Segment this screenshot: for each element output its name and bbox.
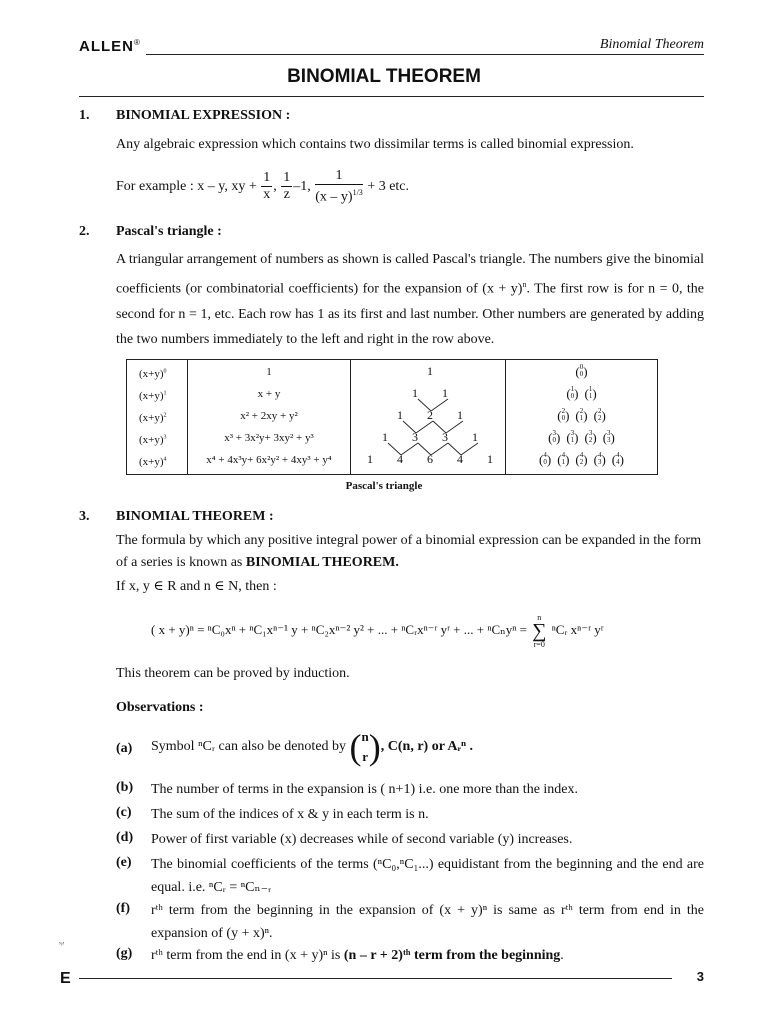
triangle-number: 1 [427, 364, 433, 378]
theorem-condition: If x, y ∈ R and n ∈ N, then : [116, 579, 277, 594]
title-rule [79, 96, 704, 97]
binomial-coefficient: ( 3 3 ) [602, 429, 615, 445]
observation-label: (f) [116, 901, 130, 916]
observation-label: (c) [116, 805, 132, 820]
triangle-number: 1 [382, 430, 388, 444]
section-1-number: 1. [79, 108, 90, 123]
triangle-number: 1 [457, 408, 463, 422]
page-title: BINOMIAL THEOREM [287, 66, 481, 87]
binomial-notation: ( n r ) [349, 727, 381, 767]
binomial-coefficient: ( 2 0 ) [557, 407, 570, 423]
observations-heading: Observations : [116, 700, 204, 715]
footer-rule [79, 978, 672, 979]
fraction-1-over-x: $\frac{1}{x}$ [263, 170, 271, 203]
triangle-number: 3 [412, 430, 418, 444]
binomial-coefficient: ( 4 4 ) [611, 451, 624, 467]
binomial-coefficient: ( 3 0 ) [548, 429, 561, 445]
section-1-text: Any algebraic expression which contains two dissimilar terms is called binomial expression. [116, 137, 634, 152]
fraction-1-over-cuberoot: $\frac{1}{(x - y)^{1/3}}$ [315, 168, 363, 205]
page-number: 3 [696, 969, 704, 984]
power-label: $(x+y)^1$ [139, 390, 167, 402]
summation: n ∑ r=0 [532, 613, 547, 649]
observation-label: (b) [116, 780, 134, 795]
binomial-coefficient: ( 3 1 ) [566, 429, 579, 445]
power-label: $(x+y)^0$ [139, 368, 167, 380]
triangle-number: 3 [442, 430, 448, 444]
running-header: Binomial Theorem [599, 37, 704, 52]
binomial-coefficient: ( 4 0 ) [539, 451, 552, 467]
binomial-coefficient: ( 1 0 ) [566, 385, 579, 401]
observation-label: (e) [116, 855, 132, 870]
expansion-row: 1 [266, 366, 272, 378]
triangle-number: 6 [427, 452, 433, 466]
observation-text: The binomial coefficients of the terms (ⁿC₀,ⁿC₁...) equidistant from the beginning and the end are equal. i.e. ⁿCᵣ = ⁿCₙ₋ᵣ [151, 857, 704, 895]
table-caption: Pascal's triangle [345, 480, 423, 492]
header-rule [146, 54, 704, 55]
power-label: $(x+y)^4$ [139, 456, 167, 468]
binomial-coefficient: ( 4 3 ) [593, 451, 606, 467]
binomial-row [506, 408, 657, 422]
triangle-number: 4 [397, 452, 403, 466]
observation-label: (a) [116, 741, 133, 756]
triangle-number: 1 [412, 386, 418, 400]
triangle-number: 1 [472, 430, 478, 444]
binomial-examples: For example : x – y, xy + $\frac{1}{x}$ , $\frac{1}{z}$ –1, $\frac{1}{(x - y)^{1/3}}$ + 3 etc. [116, 168, 410, 205]
binomial-coefficient: ( 4 1 ) [557, 451, 570, 467]
binomial-row [506, 430, 657, 444]
expansion-row: x + y [257, 388, 281, 400]
induction-note: This theorem can be proved by induction. [116, 666, 350, 681]
binomial-coefficient: ( 4 2 ) [575, 451, 588, 467]
expansion-row: x³ + 3x²y+ 3xy² + y³ [224, 432, 314, 444]
triangle-number: 1 [487, 452, 493, 466]
binomial-coefficient: ( 1 1 ) [584, 385, 597, 401]
binomial-coefficient: ( 2 1 ) [575, 407, 588, 423]
binomial-coefficient: ( 3 2 ) [584, 429, 597, 445]
observation-label: (g) [116, 946, 133, 961]
section-2-heading: Pascal's triangle : [116, 224, 222, 239]
power-label: $(x+y)^3$ [139, 434, 167, 446]
section-2-text: A triangular arrangement of numbers as shown is called Pascal's triangle. The numbers give the binomial coefficients (or combinatorial coefficients) for the expansion of $(x + y)^n$. The first row is for n = 0, the second for n = 1, etc. Each row has 1 as its first and last number. Other numbers are generated by adding the two numbers immediately to the left and right in the row above. [116, 252, 705, 347]
section-1-heading: BINOMIAL EXPRESSION : [116, 108, 291, 123]
publisher-logo: ALLEN® [79, 38, 141, 55]
observation-text: The sum of the indices of x & y in each term is n. [151, 807, 429, 822]
triangle-number: 2 [427, 408, 433, 422]
section-2-number: 2. [79, 224, 90, 239]
section-3-heading: BINOMIAL THEOREM : [116, 509, 274, 524]
footer-letter: E [60, 970, 71, 987]
observation-text: rᵗʰ term from the end in (x + y)ⁿ is (n – r + 2)ᵗʰ term from the beginning. [151, 948, 564, 963]
pascal-table [126, 359, 658, 475]
triangle-number: 1 [442, 386, 448, 400]
triangle-number: 1 [367, 452, 373, 466]
section-3-number: 3. [79, 509, 90, 524]
fraction-1-over-z: $\frac{1}{z}$ [283, 170, 291, 203]
observation-label: (d) [116, 830, 134, 845]
observation-text: The number of terms in the expansion is ( n+1) i.e. one more than the index. [151, 782, 579, 797]
triangle-number: 4 [457, 452, 463, 466]
power-label: $(x+y)^2$ [139, 412, 167, 424]
triangle-number: 1 [397, 408, 403, 422]
section-3-text: The formula by which any positive integral power of a binomial expression can be expanded in the form of a series is known as BINOMIAL THEOREM. [116, 533, 702, 570]
binomial-coefficient: ( 2 2 ) [593, 407, 606, 423]
binomial-coefficient: ( 0 0 ) [575, 363, 588, 379]
observation-text: Symbol ⁿCᵣ can also be denoted by ( n r ) , C(n, r) or Aᵣⁿ . [151, 727, 473, 767]
margin-mark: ᴺ⁄ᴶ [59, 942, 65, 948]
expansion-row: x² + 2xy + y² [240, 410, 298, 422]
binomial-row [506, 386, 657, 400]
observation-text: Power of first variable (x) decreases while of second variable (y) increases. [151, 832, 573, 847]
binomial-row [506, 452, 657, 466]
binomial-formula: ( x + y)ⁿ = ⁿC₀xⁿ + ⁿC₁xⁿ⁻¹ y + ⁿC₂xⁿ⁻² y² + ... + ⁿCᵣxⁿ⁻ʳ yʳ + ... + ⁿCₙyⁿ = n ∑ r=0 ⁿCᵣ xⁿ⁻ʳ yʳ [151, 613, 604, 649]
observation-text: rᵗʰ term from the beginning in the expansion of (x + y)ⁿ is same as rᵗʰ term from end in the expansion of (y + x)ⁿ. [151, 903, 704, 941]
expansion-row: x⁴ + 4x³y+ 6x²y² + 4xy³ + y⁴ [206, 454, 332, 466]
binomial-row [506, 364, 657, 378]
